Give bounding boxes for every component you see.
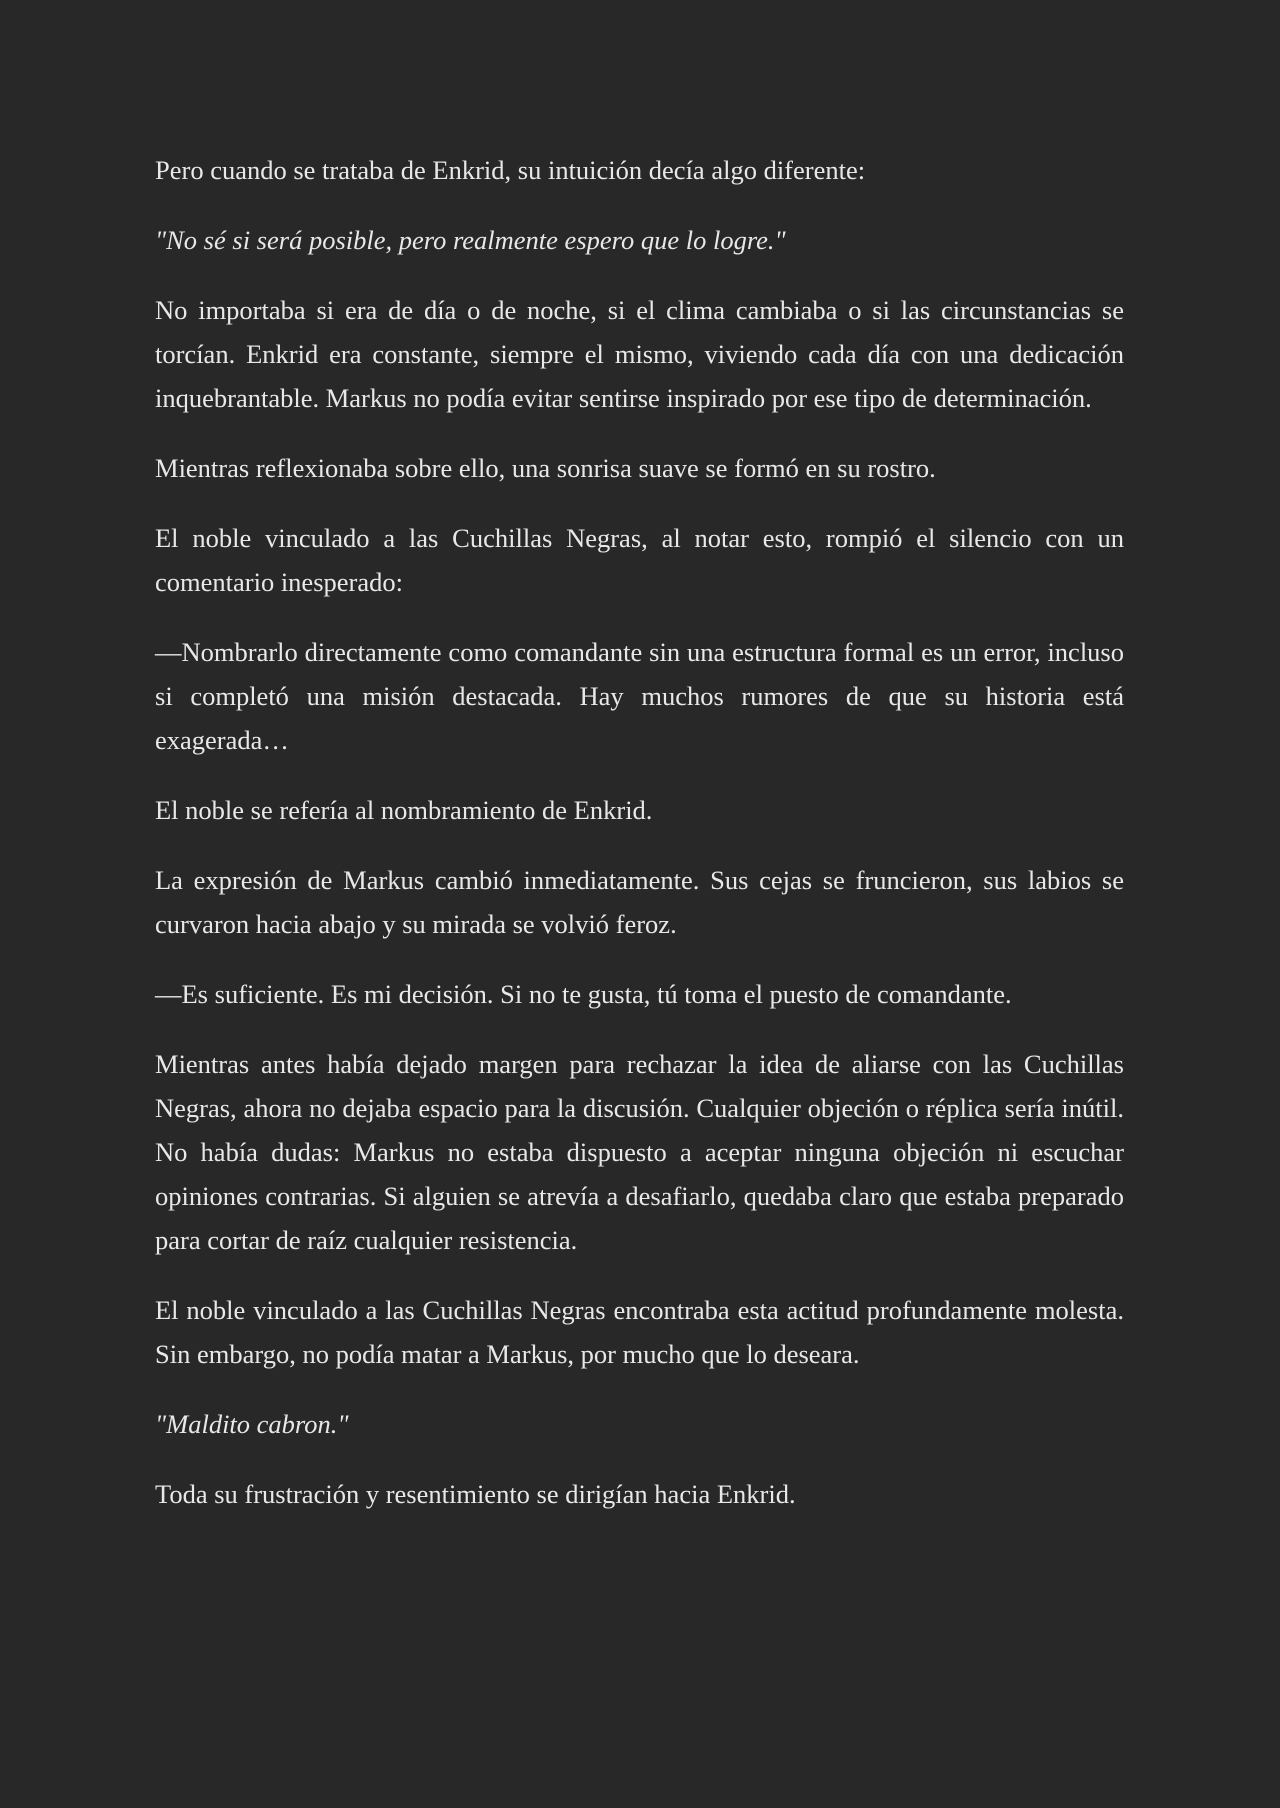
dialogue-markus: —Es suficiente. Es mi decisión. Si no te gusta, tú toma el puesto de comandante.	[155, 979, 1012, 1009]
paragraph-5: El noble vinculado a las Cuchillas Negras, al notar esto, rompió el silencio con un comentario inesperado:	[155, 523, 1124, 597]
paragraph-7: El noble se refería al nombramiento de Enkrid.	[155, 795, 653, 825]
thought-line-2: "Maldito cabron."	[155, 1409, 349, 1439]
paragraph-11: El noble vinculado a las Cuchillas Negras encontraba esta actitud profundamente molesta. Sin embargo, no podía matar a Markus, por mucho que lo deseara.	[155, 1295, 1124, 1369]
paragraph-3: No importaba si era de día o de noche, si el clima cambiaba o si las circunstancias se torcían. Enkrid era constante, siempre el mismo, viviendo cada día con una dedicación inquebrantable. Markus no podía evitar sentirse inspirado por ese tipo de determinación.	[155, 295, 1124, 413]
paragraph-13: Toda su frustración y resentimiento se dirigían hacia Enkrid.	[155, 1479, 796, 1509]
paragraph-10: Mientras antes había dejado margen para rechazar la idea de aliarse con las Cuchillas Negras, ahora no dejaba espacio para la discusión. Cualquier objeción o réplica sería inútil. No había dudas: Markus no estaba dispuesto a aceptar ninguna objeción ni escuchar opiniones contrarias. Si alguien se atrevía a desafiarlo, quedaba claro que estaba preparado para cortar de raíz cualquier resistencia.	[155, 1049, 1124, 1255]
thought-line-1: "No sé si será posible, pero realmente espero que lo logre."	[155, 225, 786, 255]
paragraph-1: Pero cuando se trataba de Enkrid, su intuición decía algo diferente:	[155, 155, 866, 185]
chapter-text	[155, 148, 1124, 1542]
paragraph-8: La expresión de Markus cambió inmediatamente. Sus cejas se fruncieron, sus labios se curvaron hacia abajo y su mirada se volvió feroz.	[155, 865, 1124, 939]
dialogue-noble: —Nombrarlo directamente como comandante sin una estructura formal es un error, incluso si completó una misión destacada. Hay muchos rumores de que su historia está exagerada…	[155, 637, 1124, 755]
paragraph-4: Mientras reflexionaba sobre ello, una sonrisa suave se formó en su rostro.	[155, 453, 936, 483]
